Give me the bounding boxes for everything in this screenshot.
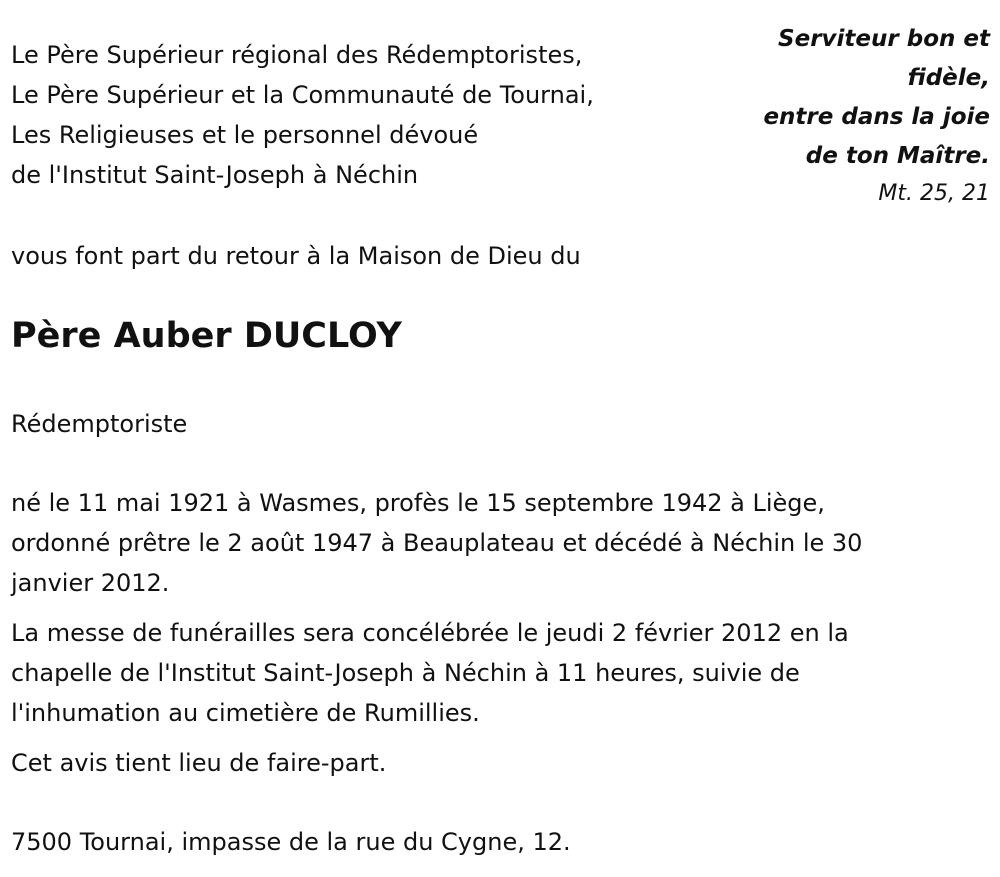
life-paragraph [11, 483, 991, 603]
quote-reference: Mt. 25, 21 [878, 181, 990, 206]
biography [11, 483, 991, 793]
address: 7500 Tournai, impasse de la rue du Cygne, 12. [11, 828, 571, 856]
announcer-line: Le Père Supérieur et la Communauté de Tournai, [11, 81, 594, 109]
life-line: né le 11 mai 1921 à Wasmes, profès le 15 septembre 1942 à Liège, [11, 489, 825, 517]
funeral-paragraph [11, 613, 991, 733]
scripture-quote [730, 20, 990, 212]
life-line: janvier 2012. [11, 569, 170, 597]
notice-paragraph [11, 743, 991, 783]
funeral-line: chapelle de l'Institut Saint-Joseph à Néchin à 11 heures, suivie de [11, 659, 800, 687]
notice-text: Cet avis tient lieu de faire-part. [11, 749, 387, 777]
announcer-line: Les Religieuses et le personnel dévoué [11, 121, 479, 149]
deceased-name: Père Auber DUCLOY [11, 316, 402, 356]
quote-line: Serviteur bon et [778, 26, 990, 52]
announcer-line: de l'Institut Saint-Joseph à Néchin [11, 161, 419, 189]
religious-order: Rédemptoriste [11, 410, 188, 438]
quote-line: de ton Maître. [805, 143, 990, 169]
intro-text: vous font part du retour à la Maison de Dieu du [11, 242, 581, 270]
funeral-line: l'inhumation au cimetière de Rumillies. [11, 699, 480, 727]
quote-line: fidèle, [907, 65, 990, 91]
quote-line: entre dans la joie [763, 104, 990, 130]
life-line: ordonné prêtre le 2 août 1947 à Beauplateau et décédé à Néchin le 30 [11, 529, 863, 557]
announcer-line: Le Père Supérieur régional des Rédemptoristes, [11, 41, 583, 69]
funeral-line: La messe de funérailles sera concélébrée le jeudi 2 février 2012 en la [11, 619, 849, 647]
announcers-block [11, 35, 711, 195]
